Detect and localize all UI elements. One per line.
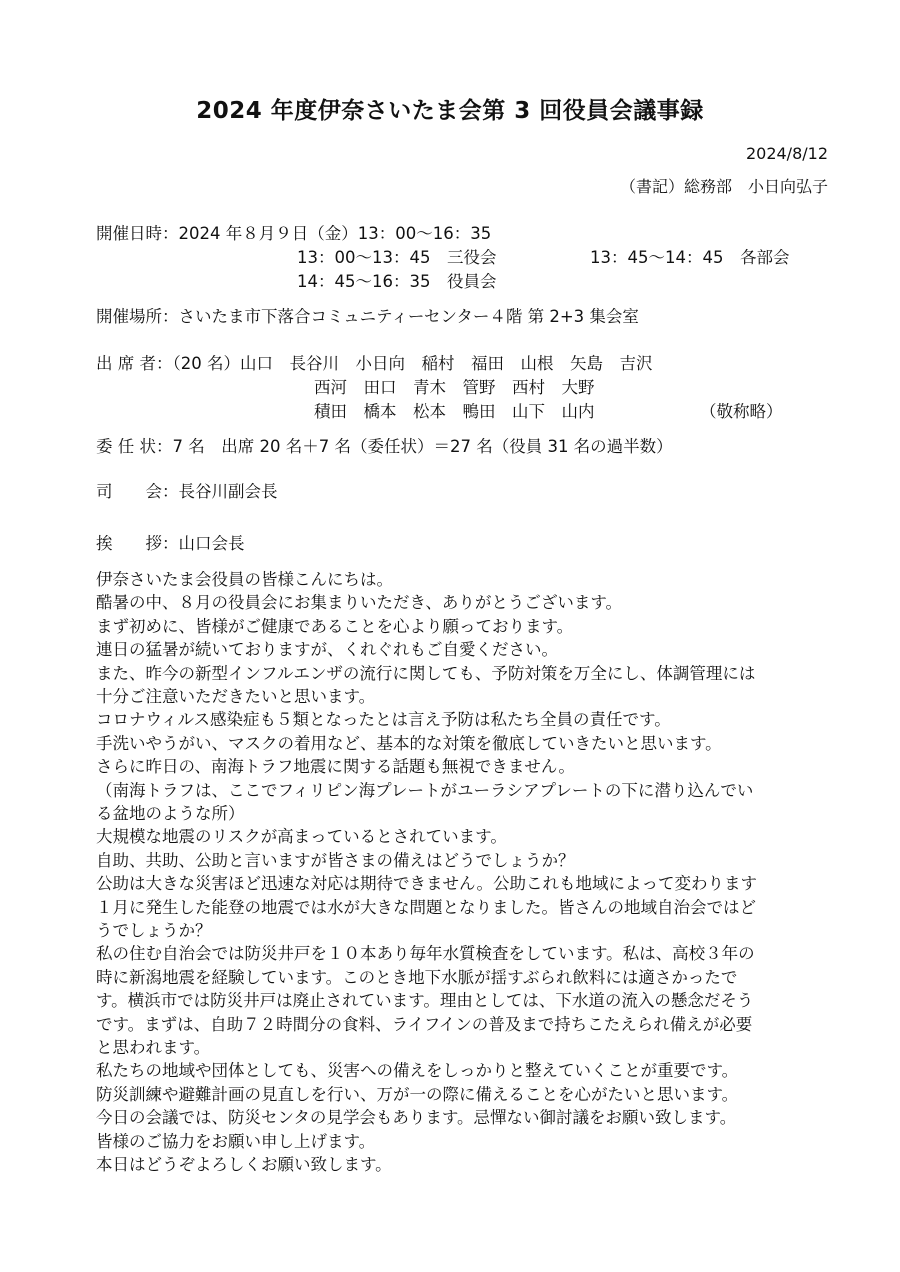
body-line: る盆地のような所） (96, 804, 245, 823)
body-line: 公助は大きな災害ほど迅速な対応は期待できません。公助これも地域によって変わります (96, 874, 757, 894)
body-line: 手洗いやうがい、マスクの着用など、基本的な対策を徹底していきたいと思います。 (96, 733, 722, 753)
secretary-line: （書記）総務部 小日向弘子 (619, 177, 828, 196)
honorific-note: （敬称略） (700, 402, 783, 421)
body-line: コロナウィルス感染症も５類となったとは言え予防は私たち全員の責任です。 (96, 710, 671, 730)
chair-line: 司 会：長谷川副会長 (96, 482, 278, 501)
body-line: 皆様のご協力をお願い申し上げます。 (96, 1131, 376, 1151)
body-line: 時に新潟地震を経験しています。このとき地下水脈が揺すぶられ飲料には適さかったで (96, 967, 738, 987)
body-line: 十分ご注意いただきたいと思います。 (96, 687, 376, 706)
body-line: 私の住む自治会では防災井戸を１０本あり毎年水質検査をしています。私は、高校３年の (96, 944, 755, 964)
schedule-executive: 13：00〜13：45 三役会 (297, 248, 497, 267)
body-line: 連日の猛暑が続いておりますが、くれぐれもご自愛ください。 (96, 640, 558, 660)
body-line: （南海トラフは、ここでフィリピン海プレートがユーラシアプレートの下に潜り込んでい (96, 780, 754, 800)
body-line: です。まずは、自助７２時間分の食料、ライフインの普及まで持ちこたえられ備えが必要 (96, 1014, 753, 1034)
proxy-line: 委 任 状：7 名 出席 20 名＋7 名（委任状）＝27 名（役員 31 名の過半数） (96, 437, 673, 456)
meeting-datetime: 開催日時：2024 年８月９日（金）13：00〜16：35 (96, 224, 492, 243)
body-line: 私たちの地域や団体としても、災害への備えをしっかりと整えていくことが重要です。 (96, 1061, 739, 1081)
document-title: 2024 年度伊奈さいたま会第 3 回役員会議事録 (196, 98, 704, 124)
meeting-venue: 開催場所：さいたま市下落合コミュニティーセンター４階 第 2+3 集会室 (96, 307, 639, 326)
document-date: 2024/8/12 (745, 144, 828, 163)
attendees-line-1: 出 席 者：（20 名）山口 長谷川 小日向 稲村 福田 山根 矢島 吉沢 (96, 354, 653, 373)
body-line: １月に発生した能登の地震では水が大きな問題となりました。皆さんの地域自治会ではど (96, 897, 756, 917)
body-line: と思われます。 (96, 1038, 211, 1057)
body-line: また、昨今の新型インフルエンザの流行に関しても、予防対策を万全にし、体調管理には (96, 663, 756, 683)
body-line: す。横浜市では防災井戸は廃止されています。理由としては、下水道の流入の懸念だそう (96, 991, 754, 1011)
body-line: 酷暑の中、８月の役員会にお集まりいただき、ありがとうございます。 (96, 593, 623, 613)
attendees-line-3: 積田 橋本 松本 鴨田 山下 山内 (314, 402, 595, 421)
body-line: まず初めに、皆様がご健康であることを心より願っております。 (96, 616, 574, 636)
schedule-board: 14：45〜16：35 役員会 (297, 272, 497, 291)
schedule-departments: 13：45〜14：45 各部会 (590, 248, 790, 267)
body-line: さらに昨日の、南海トラフ地震に関する話題も無視できません。 (96, 757, 575, 777)
body-line: 今日の会議では、防災センタの見学会もあります。忌憚ない御討議をお願い致します。 (96, 1108, 737, 1128)
body-line: 本日はどうぞよろしくお願い致します。 (96, 1155, 392, 1174)
body-line: 伊奈さいたま会役員の皆様こんにちは。 (96, 570, 393, 589)
body-line: 大規模な地震のリスクが高まっているとされています。 (96, 827, 507, 847)
greeting-line: 挨 拶：山口会長 (96, 534, 245, 553)
body-line: 防災訓練や避難計画の見直しを行い、万が一の際に備えることを心がたいと思います。 (96, 1084, 739, 1104)
attendees-line-2: 西河 田口 青木 管野 西村 大野 (314, 378, 595, 397)
body-line: 自助、共助、公助と言いますが皆さまの備えはどうでしょうか？ (96, 850, 575, 870)
body-line: うでしょうか？ (96, 921, 212, 940)
